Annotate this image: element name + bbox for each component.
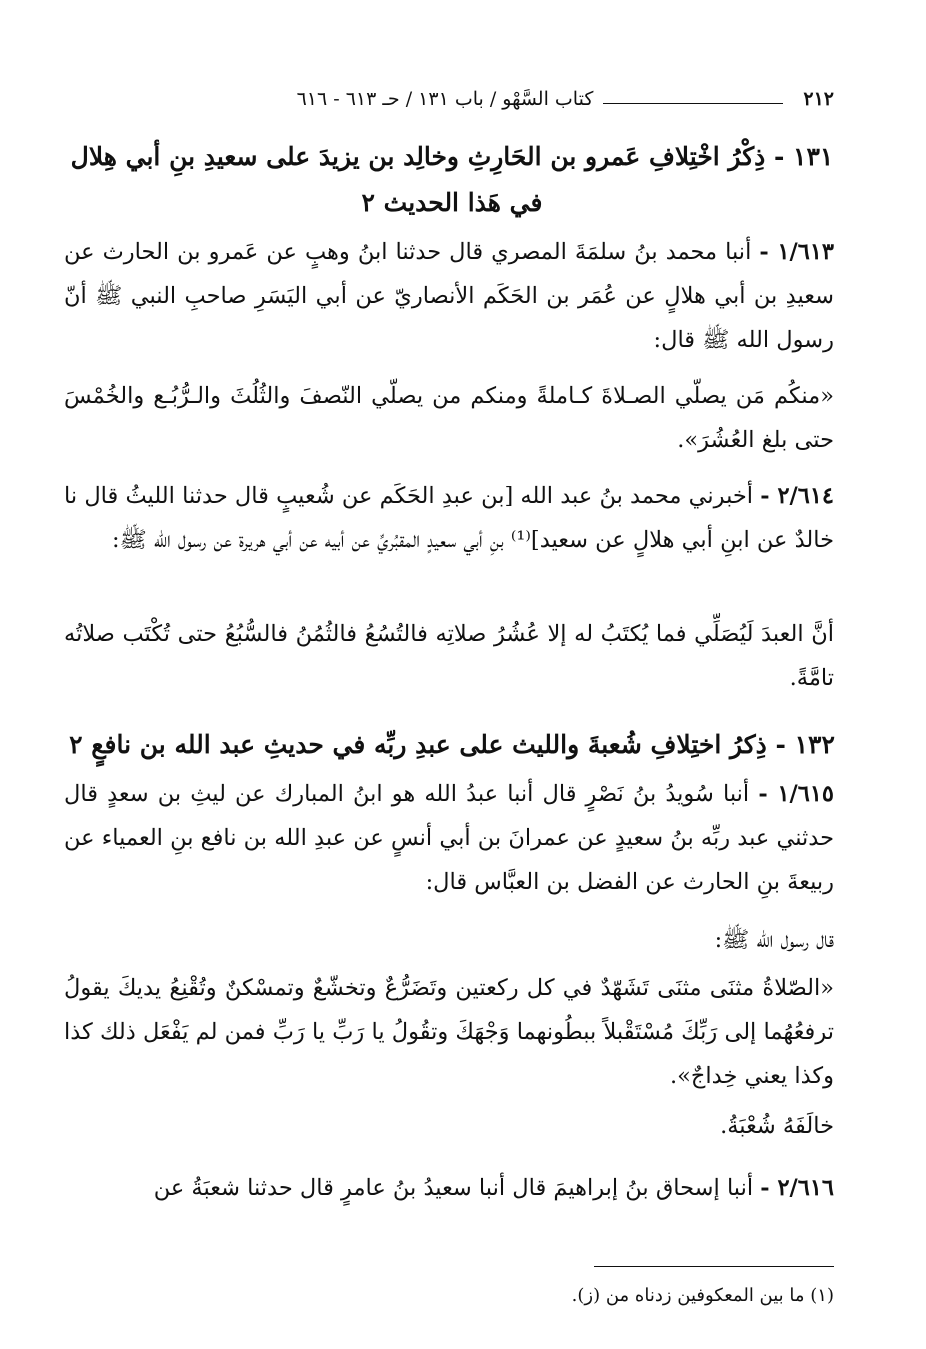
footnote-rule <box>594 1266 834 1267</box>
hadith-number: ١/٦١٣ - <box>759 239 834 265</box>
hadith-text: أنبا محمد بنُ سلمَةَ المصري قال حدثنا ابنُ وهبٍ عن عَمرو بن الحارث عن سعيدِ بن أبي هلالٍ عن عُمَر بن الحَكَم الأنصاريّ عن أبي اليَسَرِ صاحبِ النبي ﷺ أنّ رسول الله ﷺ قال: <box>64 239 834 353</box>
page-number: ٢١٢ <box>803 88 834 110</box>
section-heading-131: ١٣١ - ذِكْرُ اخْتِلافِ عَمرو بن الحَارِثِ وخالِد بن يزيدَ على سعيدِ بنِ أبي هِلال في هَذا الحديث ٢ <box>70 142 834 217</box>
hadith-number: ١/٦١٥ - <box>758 781 835 807</box>
hadith-number: ٢/٦١٦ - <box>760 1175 834 1201</box>
hadith-615-said: قال رسول الله ﷺ: <box>714 927 834 953</box>
hadith-615-isnad <box>64 772 834 904</box>
hadith-615-matn: «الصّلاةُ مثنَى مثنَى تَشَهّدٌ في كل ركعتين وتَضَرُّعٌ وتخشّعٌ وتمسْكنٌ وتُقْنِعُ يديكَ يقولُ ترفعُهُما إلى رَبِّكَ مُسْتَقْبلاً ببطُونهما وَجْهَكَ وتقُولُ يا رَبِّ يا رَبِّ فمن لم يَفْعَل ذلك كذا وكذا يعني خِداجٌ». <box>64 975 834 1089</box>
hadith-613-isnad <box>64 230 834 362</box>
hadith-text: أخبرني محمد بنُ عبد الله [بن عبدِ الحَكَم عن شُعيبٍ قال حدثنا الليثُ قال نا خالدٌ عن ابنِ أبي هلالٍ عن سعيد]⁽¹⁾ بنِ أبي سعيدٍ المقبُريِّ عن أبيه عن أبي هريرة عن رسول الله ﷺ: <box>64 483 834 553</box>
running-title: كتاب السَّهْو / باب ١٣١ / حـ ٦١٣ - ٦١٦ <box>296 88 594 110</box>
hadith-614-isnad <box>64 474 834 562</box>
hadith-616-isnad <box>64 1166 834 1210</box>
hadith-text: أنبا سُويدُ بنُ نَصْرٍ قال أنبا عبدُ الله هو ابنُ المبارك عن ليثِ بن سعدٍ قال حدثني عبد ربِّه بنُ سعيدٍ عن عمرانَ بن أبي أنسٍ عن عبدِ الله بن نافع بنِ العمياء عن ربيعةَ بنِ الحارث عن الفضل بن العبَّاس قال: <box>64 781 834 895</box>
footnote: (١) ما بين المعكوفين زدناه من (ز). <box>571 1285 834 1306</box>
hadith-613-matn: «منكُم مَن يصلّي الصـلاةَ كـاملةً ومنكم من يصلّي النّصفَ والثُلُثَ والـرُّبُـع والخُمْسَ حتى بلغ العُشُرَ». <box>64 383 834 453</box>
hadith-text: أنبا إسحاق بنُ إبراهيمَ قال أنبا سعيدُ بنُ عامرٍ قال حدثنا شعبَةُ عن <box>153 1175 754 1201</box>
hadith-614-matn: أنَّ العبدَ لَيُصَلِّي فما يُكتَبُ له إلا عُشُرُ صلاتِه فالتُسُعُ فالثُمُنُ فالسُّبُعُ حتى تُكْتَب صلاتُه تامَّةً. <box>64 621 834 691</box>
document-page <box>64 0 835 1349</box>
hadith-number: ٢/٦١٤ - <box>760 483 835 509</box>
hadith-615-note: خالَفَهُ شُعْبَةُ. <box>720 1113 834 1139</box>
section-heading-132: ١٣٢ - ذِكرُ اختِلافِ شُعبةَ والليث على عبدِ ربِّه في حديثِ عبد الله بن نافعٍ ٢ <box>69 730 835 759</box>
header-rule <box>603 103 783 104</box>
running-header <box>70 82 834 110</box>
